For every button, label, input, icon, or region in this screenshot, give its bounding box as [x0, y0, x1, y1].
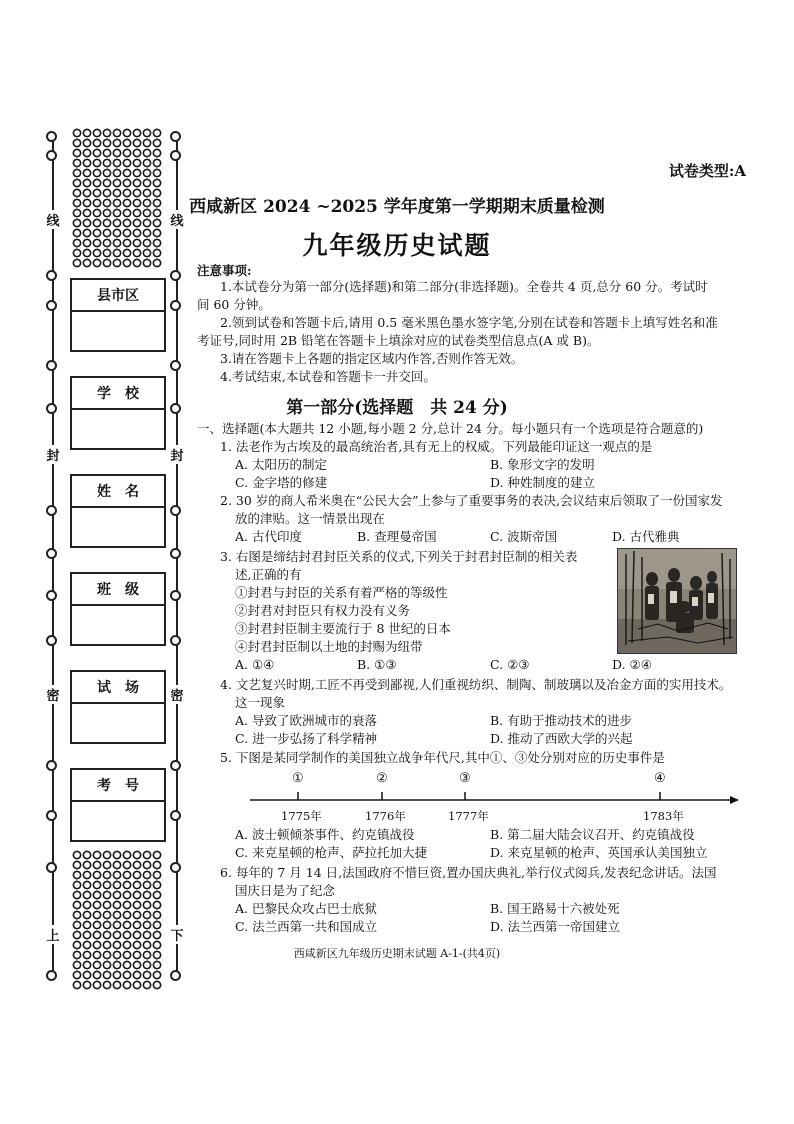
- binding-hole: [46, 505, 57, 516]
- binding-mark-feng: 封: [169, 445, 185, 464]
- binding-mark-mi: 密: [45, 685, 61, 704]
- binding-hole: [46, 131, 57, 142]
- timeline-year-1775: 1775年: [281, 809, 322, 823]
- timeline-marker-1: ①: [292, 771, 304, 786]
- notice-heading: 注意事项:: [197, 263, 252, 278]
- part-one-title: 第一部分(选择题 共 24 分): [286, 398, 508, 418]
- binding-hole: [46, 760, 57, 771]
- question-4-stem-cont: 这一现象: [235, 695, 286, 710]
- binding-hole: [46, 300, 57, 311]
- q4-option-a[interactable]: A. 导致了欧洲城市的衰落: [235, 713, 377, 728]
- q2-option-a[interactable]: A. 古代印度: [235, 529, 302, 544]
- exam-title: 西咸新区 2024 ~2025 学年度第一学期期末质量检测: [189, 197, 605, 217]
- binding-hole: [170, 635, 181, 646]
- page-footer: 西咸新区九年级历史期末试题 A-1-(共4页): [293, 947, 501, 960]
- question-2-stem: 2. 30 岁的商人希米奥在“公民大会”上参与了重要事务的表决,会议结束后领取了一份国家发: [220, 493, 723, 508]
- q6-option-b[interactable]: B. 国王路易十六被处死: [490, 901, 620, 916]
- q3-option-a[interactable]: A. ①④: [235, 657, 275, 672]
- binding-mark-mi: 密: [169, 685, 185, 704]
- field-blank-county[interactable]: [72, 312, 164, 350]
- binding-hole: [170, 300, 181, 311]
- binding-hole: [46, 548, 57, 559]
- q1-option-c[interactable]: C. 金字塔的修建: [235, 475, 328, 490]
- field-label-class: 班 级: [72, 574, 164, 606]
- binding-hole: [46, 970, 57, 981]
- field-label-exam-room: 试 场: [72, 672, 164, 704]
- field-label-school: 学 校: [72, 378, 164, 410]
- binding-hole: [170, 810, 181, 821]
- field-box-exam-room[interactable]: [70, 670, 166, 744]
- field-box-exam-number[interactable]: [70, 768, 166, 842]
- question-3-stem-cont: 述,正确的有: [235, 567, 302, 582]
- field-blank-exam-room[interactable]: [72, 704, 164, 742]
- question-5-stem: 5. 下图是某同学制作的美国独立战争年代尺,其中①、③处分别对应的历史事件是: [220, 750, 665, 765]
- exam-subtitle: 九年级历史试题: [302, 231, 492, 260]
- binding-mark-xian: 线: [169, 210, 185, 229]
- q4-option-d[interactable]: D. 推动了西欧大学的兴起: [490, 731, 633, 746]
- q5-option-d[interactable]: D. 来克星顿的枪声、英国承认美国独立: [490, 845, 708, 860]
- q2-option-c[interactable]: C. 波斯帝国: [490, 529, 558, 544]
- q3-statement-1: ①封君与封臣的关系有着严格的等级性: [235, 585, 448, 600]
- section-intro: 一、选择题(本大题共 12 小题,每小题 2 分,总计 24 分。每小题只有一个选项是符合题意的): [197, 421, 704, 436]
- question-4-stem: 4. 文艺复兴时期,工匠不再受到鄙视,人们重视纺织、制陶、制玻璃以及冶金方面的实用技术。: [220, 677, 732, 692]
- binding-hole: [170, 970, 181, 981]
- question-6-stem-cont: 国庆日是为了纪念: [235, 883, 336, 898]
- field-blank-name[interactable]: [72, 508, 164, 546]
- notice-line: 2.领到试卷和答题卡后,请用 0.5 毫米黑色墨水签字笔,分别在试卷和答题卡上填写姓名和准: [220, 315, 718, 330]
- binding-hole: [46, 150, 57, 161]
- notice-line: 4.考试结束,本试卷和答题卡一并交回。: [220, 369, 436, 384]
- timeline-axis: [245, 790, 740, 810]
- field-label-exam-number: 考 号: [72, 770, 164, 802]
- dot-pattern-bottom: [72, 850, 162, 990]
- binding-hole: [46, 635, 57, 646]
- timeline-year-1777: 1777年: [448, 809, 489, 823]
- timeline-marker-2: ②: [376, 771, 388, 786]
- binding-mark-xia: 下: [169, 925, 185, 944]
- q3-option-c[interactable]: C. ②③: [490, 657, 530, 672]
- homage-ceremony-image: [617, 548, 737, 654]
- question-2-stem-cont: 放的津贴。这一情景出现在: [235, 511, 386, 526]
- binding-mark-xian: 线: [45, 210, 61, 229]
- q6-option-c[interactable]: C. 法兰西第一共和国成立: [235, 919, 378, 934]
- q5-option-b[interactable]: B. 第二届大陆会议召开、约克镇战役: [490, 827, 695, 842]
- binding-hole: [170, 760, 181, 771]
- binding-hole: [170, 131, 181, 142]
- question-3-stem: 3. 右图是缔结封君封臣关系的仪式,下列关于封君封臣制的相关表: [220, 549, 578, 564]
- notice-line: 1.本试卷分为第一部分(选择题)和第二部分(非选择题)。全卷共 4 页,总分 60 分。考试时: [220, 279, 708, 294]
- q6-option-a[interactable]: A. 巴黎民众攻占巴士底狱: [235, 901, 377, 916]
- binding-hole: [170, 150, 181, 161]
- binding-hole: [46, 810, 57, 821]
- q5-option-a[interactable]: A. 波士顿倾茶事件、约克镇战役: [235, 827, 415, 842]
- binding-hole: [46, 270, 57, 281]
- q6-option-d[interactable]: D. 法兰西第一帝国建立: [490, 919, 621, 934]
- field-blank-exam-number[interactable]: [72, 802, 164, 840]
- q2-option-b[interactable]: B. 查理曼帝国: [357, 529, 437, 544]
- question-6-stem: 6. 每年的 7 月 14 日,法国政府不惜巨资,置办国庆典礼,举行仪式阅兵,发表纪念讲话。法国: [220, 865, 717, 880]
- timeline-marker-4: ④: [654, 771, 666, 786]
- binding-hole: [170, 270, 181, 281]
- paper-type: 试卷类型:A: [668, 162, 746, 180]
- q5-option-c[interactable]: C. 来克星顿的枪声、萨拉托加大捷: [235, 845, 428, 860]
- timeline-year-1783: 1783年: [643, 809, 684, 823]
- notice-line: 考证号,同时用 2B 铅笔在答题卡上填涂对应的试卷类型信息点(A 或 B)。: [197, 333, 600, 348]
- field-box-class[interactable]: [70, 572, 166, 646]
- q2-option-d[interactable]: D. 古代雅典: [612, 529, 680, 544]
- notice-line: 3.请在答题卡上各题的指定区域内作答,否则作答无效。: [220, 351, 524, 366]
- q1-option-d[interactable]: D. 种姓制度的建立: [490, 475, 596, 490]
- timeline-year-1776: 1776年: [365, 809, 406, 823]
- timeline-marker-3: ③: [459, 771, 471, 786]
- binding-hole: [170, 548, 181, 559]
- notice-line: 间 60 分钟。: [197, 297, 271, 312]
- q3-option-b[interactable]: B. ①③: [357, 657, 397, 672]
- field-box-name[interactable]: [70, 474, 166, 548]
- field-blank-class[interactable]: [72, 606, 164, 644]
- q3-statement-2: ②封君对封臣只有权力没有义务: [235, 603, 411, 618]
- q1-option-a[interactable]: A. 太阳历的制定: [235, 457, 327, 472]
- field-label-county: 县市区: [72, 280, 164, 312]
- binding-hole: [170, 862, 181, 873]
- q1-option-b[interactable]: B. 象形文字的发明: [490, 457, 595, 472]
- binding-hole: [46, 862, 57, 873]
- binding-mark-feng: 封: [45, 445, 61, 464]
- binding-hole: [170, 360, 181, 371]
- question-1-stem: 1. 法老作为古埃及的最高统治者,具有无上的权威。下列最能印证这一观点的是: [220, 439, 653, 454]
- q3-statement-3: ③封君封臣制主要流行于 8 世纪的日本: [235, 621, 451, 636]
- field-box-county[interactable]: [70, 278, 166, 352]
- q4-option-c[interactable]: C. 进一步弘扬了科学精神: [235, 731, 378, 746]
- binding-hole: [46, 360, 57, 371]
- binding-hole: [46, 590, 57, 601]
- binding-mark-shang: 上: [45, 925, 61, 944]
- q4-option-b[interactable]: B. 有助于推动技术的进步: [490, 713, 633, 728]
- field-label-name: 姓 名: [72, 476, 164, 508]
- q3-option-d[interactable]: D. ②④: [612, 657, 652, 672]
- q3-statement-4: ④封君封臣制以土地的封赐为纽带: [235, 639, 423, 654]
- binding-hole: [170, 505, 181, 516]
- binding-hole: [170, 590, 181, 601]
